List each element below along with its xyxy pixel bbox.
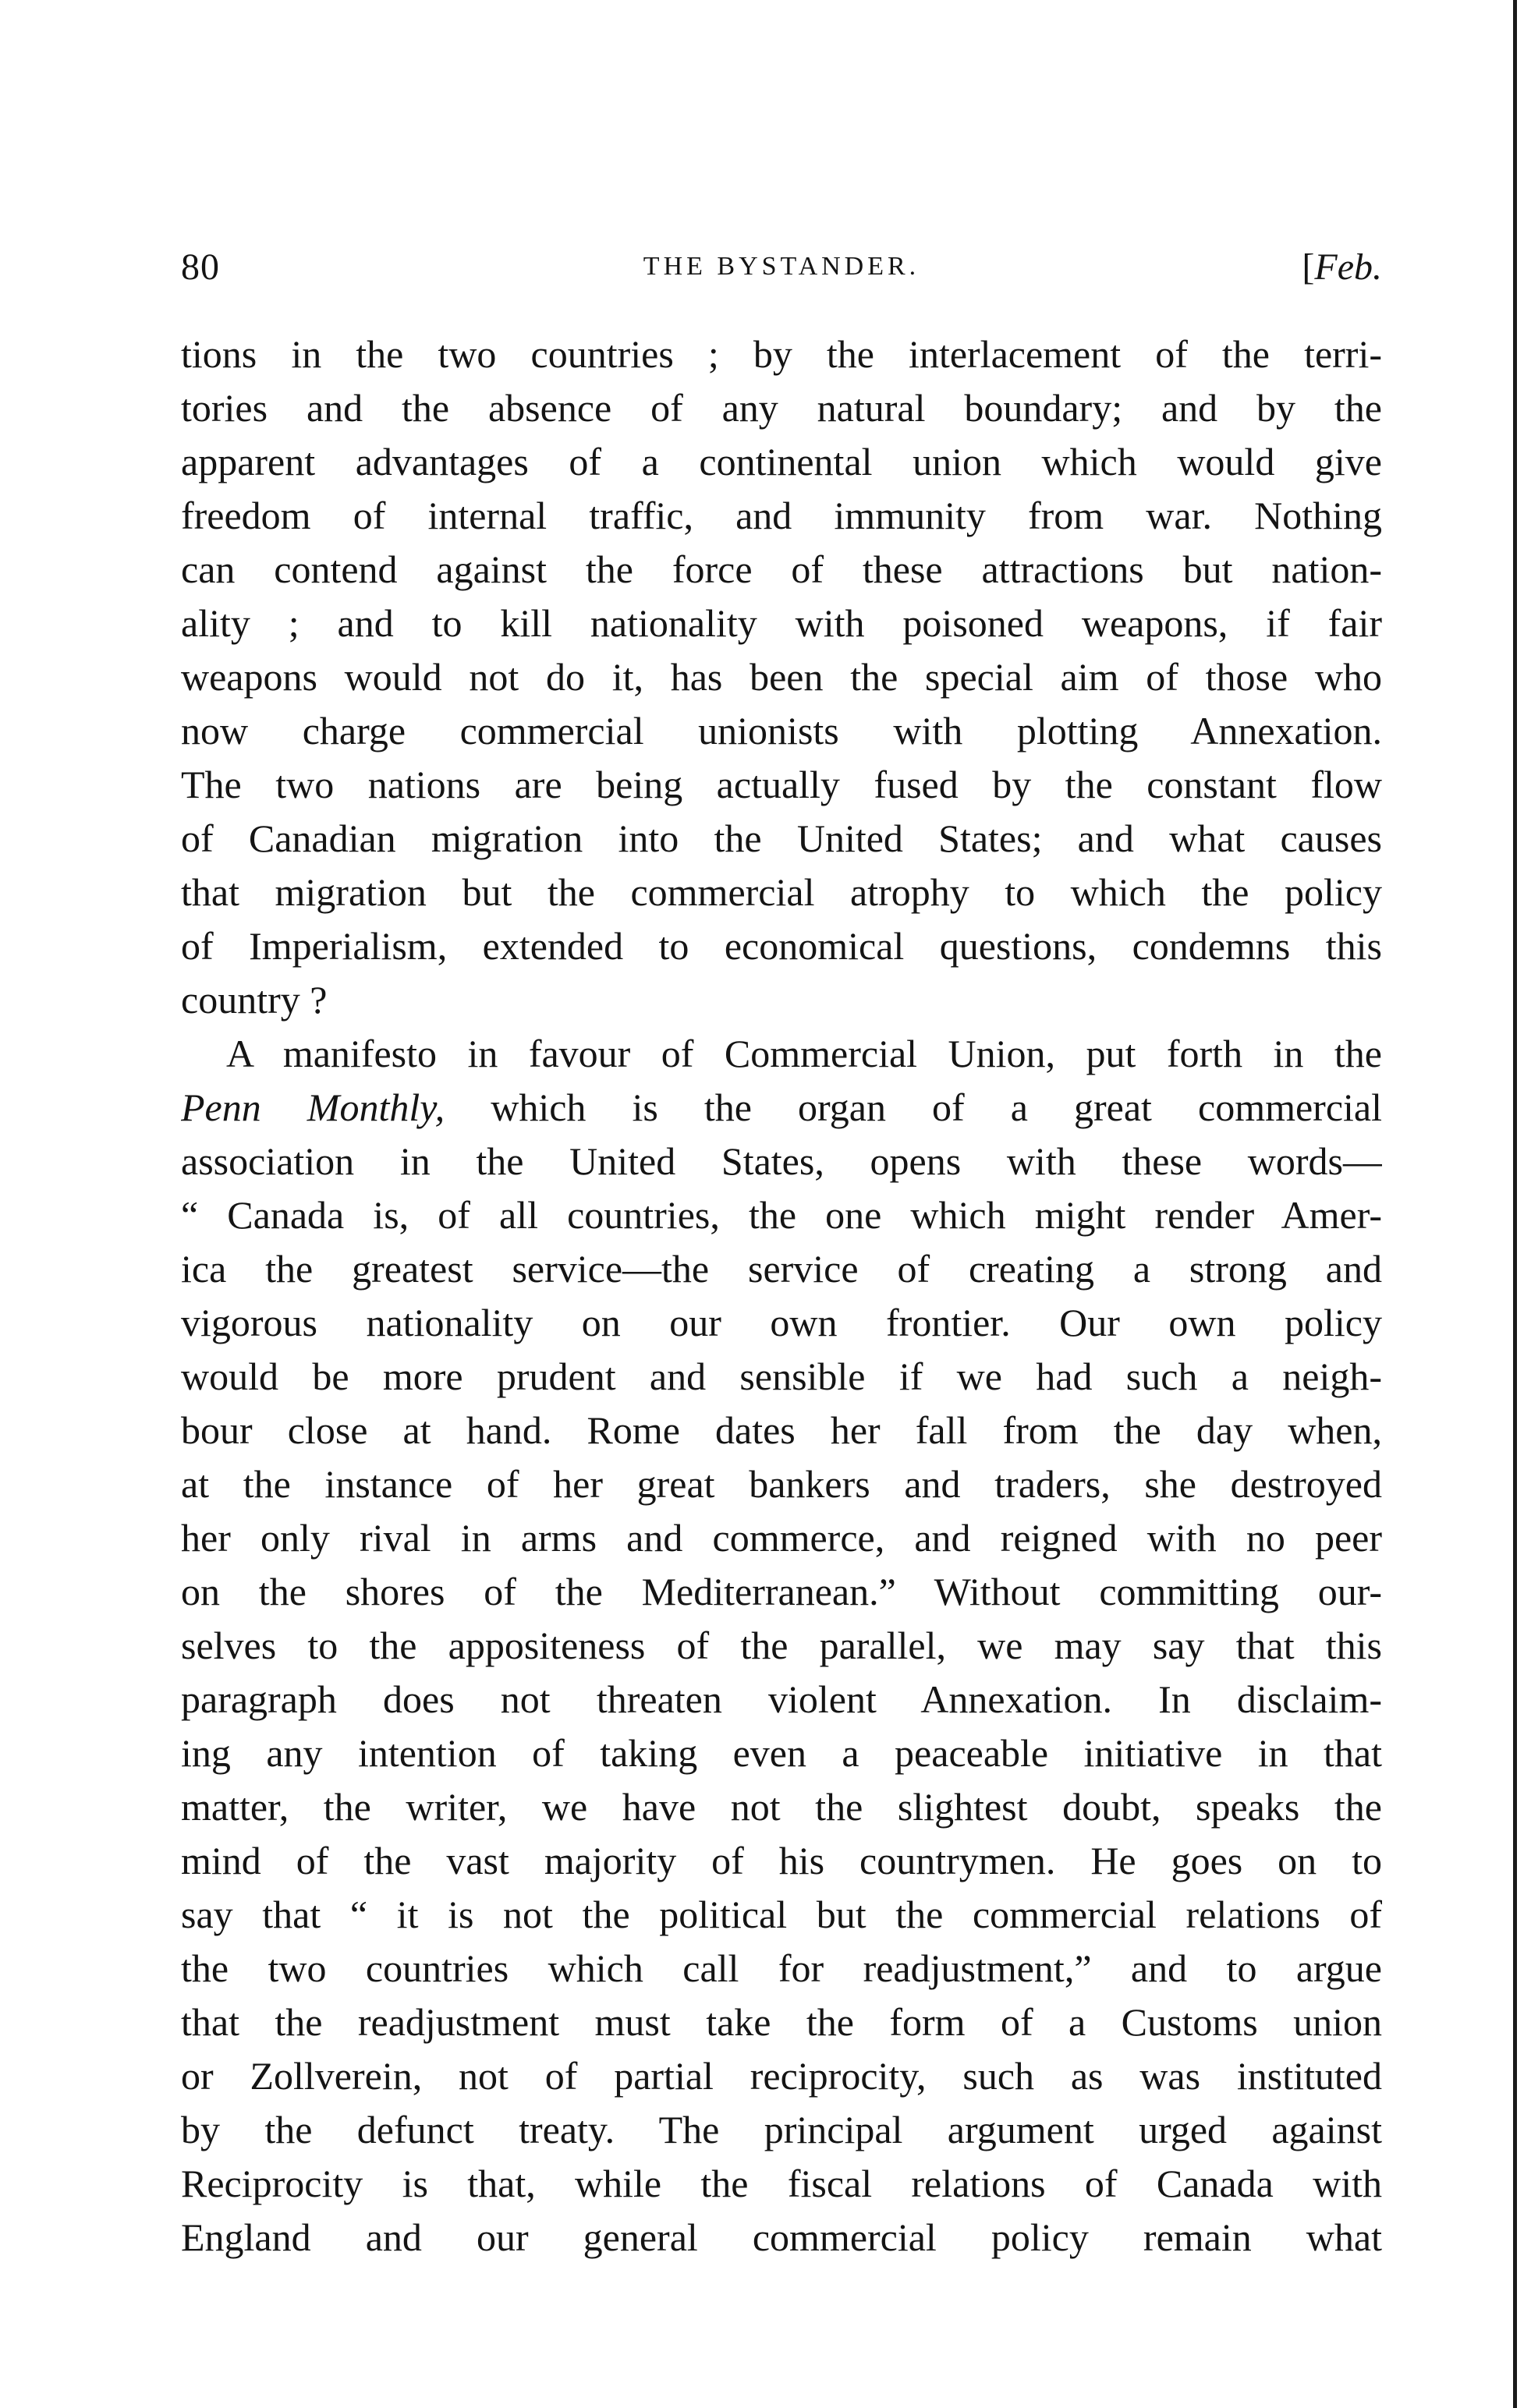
month-label: Feb. [1314,246,1382,288]
text-line: now charge commercial unionists with plotting Annexation. [181,709,1382,752]
text-line: can contend against the force of these attractions but nation- [181,547,1382,591]
text-line: the two countries which call for readjustment,” and to argue [181,1946,1382,1990]
text-line: England and our general commercial policy remain what [181,2215,1382,2259]
text-line: mind of the vast majority of his countrymen. He goes on to [181,1839,1382,1882]
text-line: her only rival in arms and commerce, and reigned with no peer [181,1516,1382,1560]
paragraph-end-line: country ? [181,978,328,1022]
text-line: Reciprocity is that, while the fiscal relations of Canada with [181,2162,1382,2205]
text-line: ing any intention of taking even a peaceable initiative in that [181,1731,1382,1775]
text-line: The two nations are being actually fused by the constant flow [181,763,1382,806]
text-line: say that “ it is not the political but the commercial relations of [181,1893,1382,1936]
text-line-rest: which is the organ of a great commercial [445,1085,1382,1129]
running-head: THE BYSTANDER. [643,252,920,281]
text-line: ality ; and to kill nationality with poisoned weapons, if fair [181,601,1382,645]
text-line: tions in the two countries ; by the interlacement of the terri- [181,332,1382,376]
text-line: association in the United States, opens with these words— [181,1139,1382,1183]
text-line: by the defunct treaty. The principal argument urged against [181,2108,1382,2151]
page-edge-rule [1513,0,1517,2408]
text-line: at the instance of her great bankers and traders, she destroyed [181,1462,1382,1506]
page-header [181,246,1382,292]
text-line: paragraph does not threaten violent Annexation. In disclaim- [181,1677,1382,1721]
text-line: matter, the writer, we have not the slightest doubt, speaks the [181,1785,1382,1829]
text-line: freedom of internal traffic, and immunity from war. Nothing [181,494,1382,537]
text-line: apparent advantages of a continental union which would give [181,440,1382,483]
text-line: vigorous nationality on our own frontier. Our own policy [181,1301,1382,1344]
text-line: that the readjustment must take the form of a Customs union [181,2000,1382,2044]
body-text [181,328,1382,2265]
text-line: of Canadian migration into the United States; and what causes [181,816,1382,860]
text-line: would be more prudent and sensible if we had such a neigh- [181,1354,1382,1398]
text-line: of Imperialism, extended to economical questions, condemns this [181,924,1382,968]
text-line: or Zollverein, not of partial reciprocity, such as was instituted [181,2054,1382,2098]
header-month [1302,246,1382,289]
text-line: selves to the appositeness of the parallel, we may say that this [181,1624,1382,1667]
publication-title: Penn Monthly, [181,1085,445,1129]
text-line: weapons would not do it, has been the special aim of those who [181,655,1382,699]
header-bracket: [ [1302,246,1315,288]
paragraph-start-line: A manifesto in favour of Commercial Union, put forth in the [226,1032,1382,1075]
text-line: tories and the absence of any natural boundary; and by the [181,386,1382,430]
text-line: on the shores of the Mediterranean.” Without committing our- [181,1570,1382,1613]
text-line: that migration but the commercial atrophy to which the policy [181,870,1382,914]
text-line: bour close at hand. Rome dates her fall from the day when, [181,1408,1382,1452]
text-line [181,1081,1382,1135]
text-line: ica the greatest service—the service of creating a strong and [181,1247,1382,1291]
text-line: “ Canada is, of all countries, the one which might render Amer- [181,1193,1382,1237]
page-number: 80 [181,246,220,288]
